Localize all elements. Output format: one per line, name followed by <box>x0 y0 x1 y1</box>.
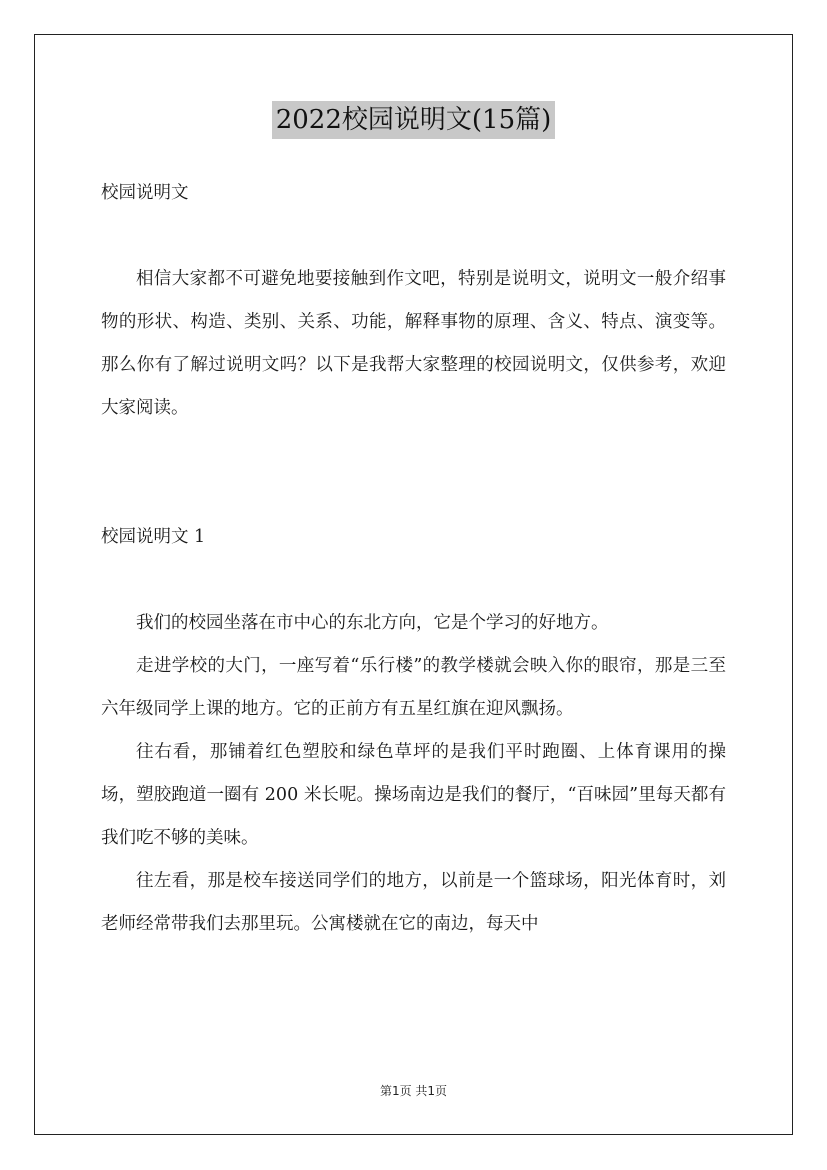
body-paragraph: 走进学校的大门，一座写着“乐行楼”的教学楼就会映入你的眼帘，那是三至六年级同学上课的地方。它的正前方有五星红旗在迎风飘扬。 <box>101 656 726 719</box>
document-body <box>101 172 726 946</box>
section-heading: 校园说明文 <box>101 183 189 203</box>
body-paragraph: 往左看，那是校车接送同学们的地方，以前是一个篮球场，阳光体育时，刘老师经常带我们去那里玩。公寓楼就在它的南边，每天中 <box>101 871 726 934</box>
document-title: 2022校园说明文(15篇) <box>272 101 556 139</box>
body-paragraph: 我们的校园坐落在市中心的东北方向，它是个学习的好地方。 <box>136 613 609 633</box>
page-footer: 第1页 共1页 <box>379 1084 448 1098</box>
spacer <box>101 430 726 473</box>
body-paragraph: 往右看，那铺着红色塑胶和绿色草坪的是我们平时跑圈、上体育课用的操场，塑胶跑道一圈有 200 米长呢。操场南边是我们的餐厅，“百味园”里每天都有我们吃不够的美味。 <box>101 742 726 848</box>
spacer <box>101 473 726 516</box>
article-heading: 校园说明文 1 <box>101 527 206 547</box>
spacer <box>101 215 726 258</box>
title-container <box>0 101 827 139</box>
spacer <box>101 559 726 602</box>
intro-paragraph: 相信大家都不可避免地要接触到作文吧，特别是说明文，说明文一般介绍事物的形状、构造、类别、关系、功能，解释事物的原理、含义、特点、演变等。那么你有了解过说明文吗？以下是我帮大家整理的校园说明文，仅供参考，欢迎大家阅读。 <box>101 269 726 418</box>
